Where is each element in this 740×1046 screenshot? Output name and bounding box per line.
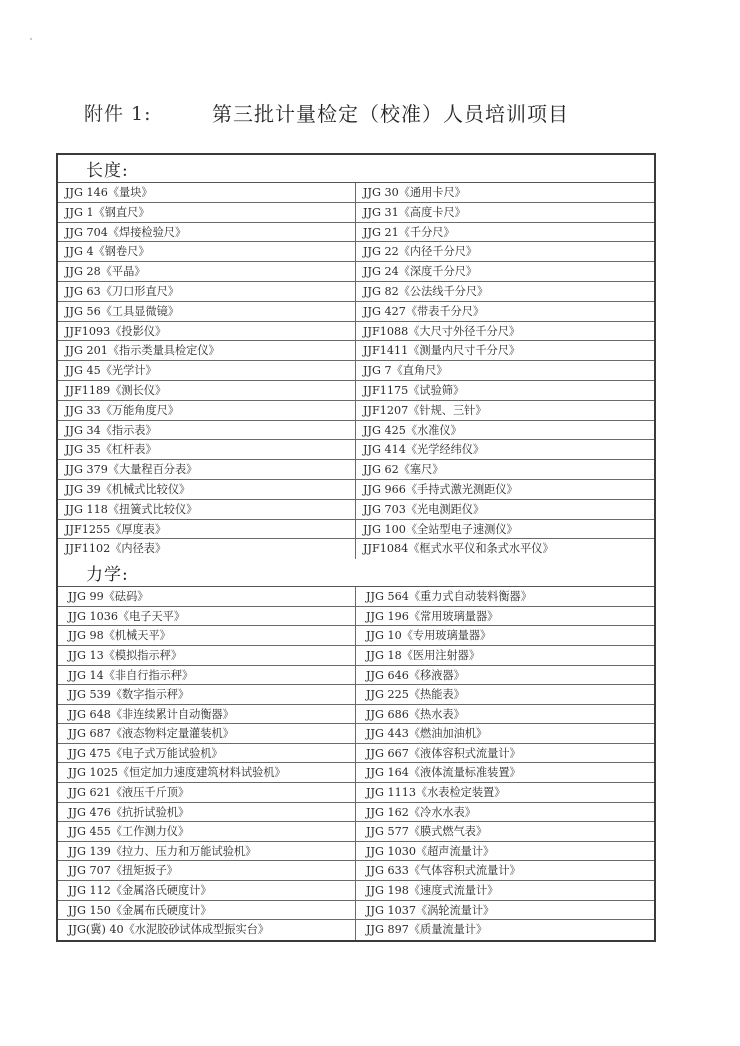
- table-cell-left: JJG 45《光学计》: [58, 361, 356, 380]
- table-cell-right: JJG 897《质量流量计》: [366, 923, 488, 937]
- table-cell-left: JJF1189《测长仪》: [58, 381, 356, 400]
- table-cell-right: JJF1088《大尺寸外径千分尺》: [363, 324, 521, 338]
- table-cell-left: JJG 28《平晶》: [58, 262, 356, 281]
- table-cell-right: JJG 164《液体流量标准装置》: [366, 766, 521, 780]
- table-cell-left: JJG 99《砝码》: [58, 587, 356, 606]
- table-row: [58, 705, 654, 725]
- table-row: [58, 421, 654, 441]
- table-cell-right: JJG 427《带表千分尺》: [363, 304, 485, 318]
- table-cell-left: JJG 704《焊接检验尺》: [58, 223, 356, 242]
- section-heading-length: 长度:: [58, 155, 654, 183]
- table-row: [58, 763, 654, 783]
- table-row: [58, 626, 654, 646]
- table-cell-left: JJG 139《拉力、压力和万能试验机》: [58, 842, 356, 861]
- table-cell-right: JJG 162《冷水水表》: [366, 805, 476, 819]
- table-row: [58, 460, 654, 480]
- table-row: [58, 381, 654, 401]
- table-cell-left: JJF1102《内径表》: [58, 539, 356, 559]
- table-cell-left: JJG 379《大量程百分表》: [58, 460, 356, 479]
- table-cell-right: JJG 24《深度千分尺》: [363, 265, 478, 279]
- table-row: [58, 607, 654, 627]
- table-row: [58, 262, 654, 282]
- table-cell-left: JJG 14《非自行指示秤》: [58, 666, 356, 685]
- table-cell-right: JJG 10《专用玻璃量器》: [366, 629, 492, 643]
- table-cell-right: JJG 18《医用注射器》: [366, 648, 481, 662]
- table-row: [58, 646, 654, 666]
- table-cell-left: JJF1255《厚度表》: [58, 520, 356, 539]
- table-row: [58, 500, 654, 520]
- table-cell-right: JJG 198《速度式流量计》: [366, 884, 499, 898]
- table-cell-right: JJF1411《测量内尺寸千分尺》: [363, 344, 521, 358]
- section-heading-mechanics: 力学:: [58, 559, 654, 587]
- table-row: [58, 744, 654, 764]
- table-cell-right: JJF1175《试验筛》: [363, 383, 465, 397]
- table-cell-left: JJG 475《电子式万能试验机》: [58, 744, 356, 763]
- table-row: [58, 901, 654, 921]
- scan-speck: [30, 38, 32, 40]
- table-cell-right: JJG 1113《水表检定装置》: [366, 786, 506, 800]
- table-cell-right: JJG 196《常用玻璃量器》: [366, 609, 499, 623]
- table-cell-left: JJG 33《万能角度尺》: [58, 401, 356, 420]
- table-cell-left: JJG 1《钢直尺》: [58, 203, 356, 222]
- table-cell-right: JJG 414《光学经纬仪》: [363, 443, 485, 457]
- table-cell-left: JJG 455《工作测力仪》: [58, 822, 356, 841]
- table-row: [58, 881, 654, 901]
- training-items-table: [56, 153, 656, 942]
- table-cell-right: JJG 82《公法线千分尺》: [363, 284, 489, 298]
- table-cell-left: JJG 146《量块》: [58, 183, 356, 202]
- page-header: [84, 96, 704, 128]
- table-row: [58, 183, 654, 203]
- table-row: [58, 539, 654, 559]
- table-row: [58, 203, 654, 223]
- table-cell-right: JJG 100《全站型电子速测仪》: [363, 522, 518, 536]
- table-cell-right: JJG 31《高度卡尺》: [363, 205, 466, 219]
- table-cell-left: JJG 4《钢卷尺》: [58, 242, 356, 261]
- attachment-label: 附件 1:: [84, 102, 152, 125]
- table-cell-left: JJG 648《非连续累计自动衡器》: [58, 705, 356, 724]
- table-cell-right: JJG 7《直角尺》: [363, 364, 448, 378]
- table-row: [58, 666, 654, 686]
- table-cell-right: JJG 1030《超声流量计》: [366, 844, 495, 858]
- table-cell-left: JJG 707《扭矩扳子》: [58, 861, 356, 880]
- table-cell-left: JJG 150《金属布氏硬度计》: [58, 901, 356, 920]
- table-row: [58, 920, 654, 940]
- table-row: [58, 520, 654, 540]
- table-cell-right: JJG 564《重力式自动装料衡器》: [366, 590, 532, 604]
- table-row: [58, 724, 654, 744]
- table-row: [58, 861, 654, 881]
- table-cell-left: JJG(冀) 40《水泥胶砂试体成型振实台》: [58, 920, 356, 940]
- table-cell-right: JJG 966《手持式激光测距仪》: [363, 482, 518, 496]
- table-cell-right: JJG 225《热能表》: [366, 688, 465, 702]
- length-rows: [58, 183, 654, 559]
- table-cell-right: JJG 425《水准仪》: [363, 423, 462, 437]
- table-cell-right: JJG 633《气体容积式流量计》: [366, 864, 521, 878]
- table-row: [58, 341, 654, 361]
- table-cell-right: JJF1207《针规、三针》: [363, 403, 487, 417]
- table-row: [58, 685, 654, 705]
- table-cell-left: JJG 118《扭簧式比较仪》: [58, 500, 356, 519]
- table-row: [58, 223, 654, 243]
- table-cell-right: JJG 667《液体容积式流量计》: [366, 746, 521, 760]
- table-cell-right: JJG 62《塞尺》: [363, 463, 444, 477]
- table-cell-right: JJG 577《膜式燃气表》: [366, 825, 488, 839]
- table-cell-right: JJG 703《光电测距仪》: [363, 502, 485, 516]
- table-cell-right: JJG 686《热水表》: [366, 707, 465, 721]
- table-cell-left: JJG 539《数字指示秤》: [58, 685, 356, 704]
- table-cell-left: JJG 201《指示类量具检定仪》: [58, 341, 356, 360]
- table-cell-left: JJG 476《抗折试验机》: [58, 803, 356, 822]
- table-row: [58, 282, 654, 302]
- table-cell-left: JJG 56《工具显微镜》: [58, 302, 356, 321]
- table-row: [58, 440, 654, 460]
- table-cell-right: JJG 22《内径千分尺》: [363, 245, 478, 259]
- table-cell-left: JJG 39《机械式比较仪》: [58, 480, 356, 499]
- table-cell-left: JJG 1036《电子天平》: [58, 607, 356, 626]
- table-row: [58, 401, 654, 421]
- table-cell-right: JJG 30《通用卡尺》: [363, 186, 466, 199]
- table-cell-left: JJF1093《投影仪》: [58, 322, 356, 341]
- table-row: [58, 480, 654, 500]
- table-cell-left: JJG 687《液态物料定量灌装机》: [58, 724, 356, 743]
- table-row: [58, 822, 654, 842]
- table-cell-left: JJG 621《液压千斤顶》: [58, 783, 356, 802]
- table-cell-left: JJG 1025《恒定加力速度建筑材料试验机》: [58, 763, 356, 782]
- table-row: [58, 322, 654, 342]
- table-cell-left: JJG 13《模拟指示秤》: [58, 646, 356, 665]
- table-cell-left: JJG 98《机械天平》: [58, 626, 356, 645]
- table-cell-right: JJG 646《移液器》: [366, 668, 465, 682]
- table-row: [58, 587, 654, 607]
- table-cell-right: JJF1084《框式水平仪和条式水平仪》: [363, 542, 554, 556]
- table-cell-right: JJG 1037《涡轮流量计》: [366, 903, 495, 917]
- table-cell-left: JJG 34《指示表》: [58, 421, 356, 440]
- table-cell-right: JJG 443《燃油加油机》: [366, 727, 488, 741]
- table-row: [58, 242, 654, 262]
- mechanics-rows: [58, 587, 654, 940]
- table-row: [58, 361, 654, 381]
- table-row: [58, 783, 654, 803]
- table-cell-right: JJG 21《千分尺》: [363, 225, 455, 239]
- page-title: 第三批计量检定（校准）人员培训项目: [212, 101, 569, 126]
- table-cell-left: JJG 112《金属洛氏硬度计》: [58, 881, 356, 900]
- table-row: [58, 803, 654, 823]
- table-row: [58, 842, 654, 862]
- table-cell-left: JJG 35《杠杆表》: [58, 440, 356, 459]
- table-row: [58, 302, 654, 322]
- table-cell-left: JJG 63《刀口形直尺》: [58, 282, 356, 301]
